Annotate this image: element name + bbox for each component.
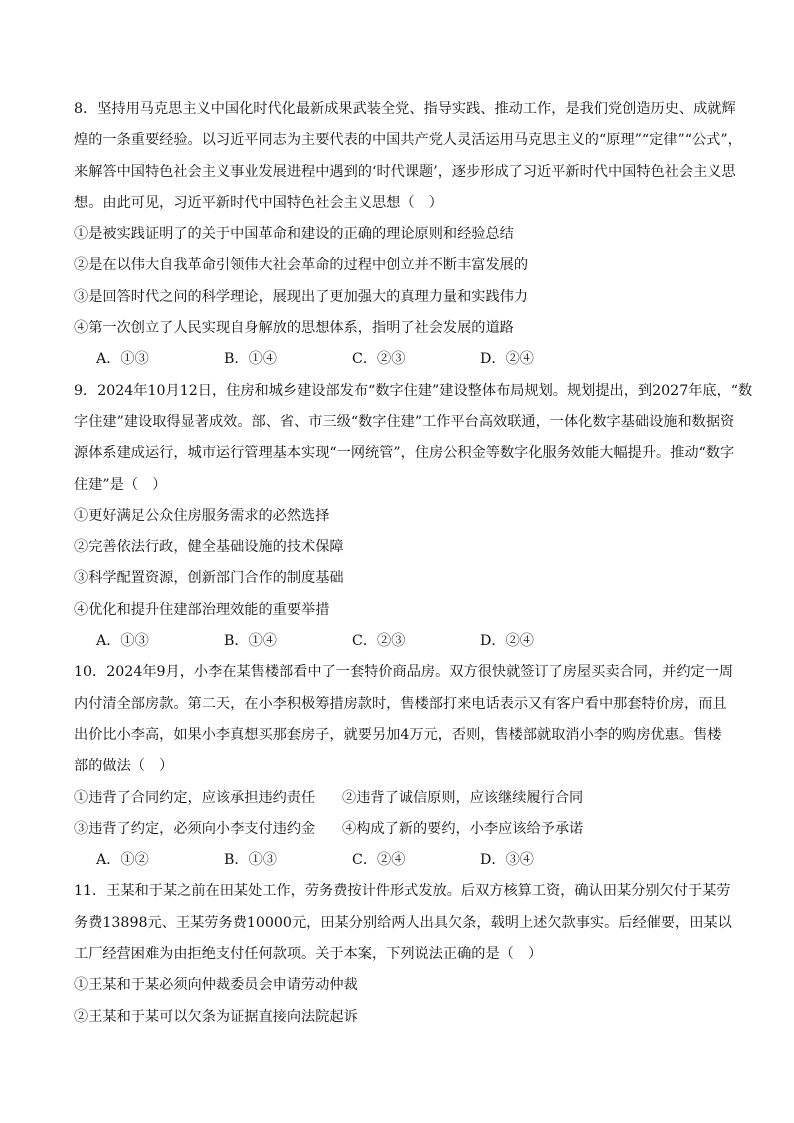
question-10 bbox=[74, 657, 734, 876]
question-stem-line: 来解答中国特色社会主义事业发展进程中遇到的‘时代课题’，逐步形成了习近平新时代中国特色社会主义思 bbox=[74, 163, 736, 180]
question-stem-line: 部的做法（ ） bbox=[74, 758, 174, 775]
option-d: D．②④ bbox=[480, 633, 534, 650]
question-stem-line: 务费13898元、王某劳务费10000元，田某分别给两人出具欠条，载明上述欠款事实。后经催要，田某以 bbox=[74, 914, 732, 931]
statement-4: ④第一次创立了人民实现自身解放的思想体系，指明了社会发展的道路 bbox=[74, 320, 514, 337]
question-stem-line: 出价比小李高，如果小李真想买那套房子，就要另加4万元，否则，售楼部就取消小李的购房优惠。售楼 bbox=[74, 726, 722, 743]
question-stem-line: 工厂经营困难为由拒绝支付任何款项。关于本案，下列说法正确的是（ ） bbox=[74, 946, 543, 963]
statement-3: ③违背了约定，必须向小李支付违约金 bbox=[74, 820, 316, 837]
question-stem-line: 住建”是（ ） bbox=[74, 476, 167, 493]
question-stem-line: 想。由此可见，习近平新时代中国特色社会主义思想（ ） bbox=[74, 194, 443, 211]
statement-row bbox=[74, 814, 734, 845]
question-stem-line: 10．2024年9月，小李在某售楼部看中了一套特价商品房。双方很快就签订了房屋买卖合同，并约定一周 bbox=[74, 664, 734, 681]
option-a: A．①② bbox=[96, 852, 149, 869]
question-stem-line: 9．2024年10月12日，住房和城乡建设部发布“数字住建”建设整体布局规划。规划提出，到2027年底，“数 bbox=[74, 382, 753, 399]
exam-page bbox=[74, 94, 753, 1033]
option-d: D．②④ bbox=[480, 351, 534, 368]
statement-2: ②是在以伟大自我革命引领伟大社会革命的过程中创立并不断丰富发展的 bbox=[74, 257, 529, 274]
statement-3: ③是回答时代之问的科学理论，展现出了更加强大的真理力量和实践伟力 bbox=[74, 288, 529, 305]
question-stem-line: 源体系建成运行，城市运行管理基本实现“一网统管”，住房公积金等数字化服务效能大幅提升。推动“数字 bbox=[74, 445, 735, 462]
question-9 bbox=[74, 376, 753, 658]
question-stem-line: 煌的一条重要经验。以习近平同志为主要代表的中国共产党人灵活运用马克思主义的“原理”“定律”“公式”， bbox=[74, 132, 742, 149]
option-a: A．①③ bbox=[96, 633, 149, 650]
option-b: B．①③ bbox=[224, 852, 277, 869]
option-d: D．③④ bbox=[480, 852, 534, 869]
statement-1: ①更好满足公众住房服务需求的必然选择 bbox=[74, 507, 330, 524]
option-c: C．②③ bbox=[352, 633, 406, 650]
question-8 bbox=[74, 94, 742, 376]
statement-3: ③科学配置资源，创新部门合作的制度基础 bbox=[74, 570, 344, 587]
option-c: C．②③ bbox=[352, 351, 406, 368]
answer-options bbox=[74, 626, 734, 657]
option-b: B．①④ bbox=[224, 351, 277, 368]
statement-2: ②违背了诚信原则，应该继续履行合同 bbox=[342, 789, 584, 806]
statement-1: ①王某和于某必须向仲裁委员会申请劳动仲裁 bbox=[74, 977, 358, 994]
answer-options bbox=[74, 344, 734, 375]
question-stem-line: 内付清全部房款。第二天，在小李积极筹措房款时，售楼部打来电话表示又有客户看中那套特价房，而且 bbox=[74, 695, 727, 712]
statement-4: ④优化和提升住建部治理效能的重要举措 bbox=[74, 601, 330, 618]
option-a: A．①③ bbox=[96, 351, 149, 368]
answer-options bbox=[74, 845, 734, 876]
question-stem-line: 11．王某和于某之前在田某处工作，劳务费按计件形式发放。后双方核算工资，确认田某分别欠付于某劳 bbox=[74, 883, 731, 900]
option-c: C．②④ bbox=[352, 852, 406, 869]
statement-1: ①是被实践证明了的关于中国革命和建设的正确的理论原则和经验总结 bbox=[74, 226, 514, 243]
option-b: B．①④ bbox=[224, 633, 277, 650]
statement-2: ②完善依法行政，健全基础设施的技术保障 bbox=[74, 539, 344, 556]
statement-1: ①违背了合同约定，应该承担违约责任 bbox=[74, 789, 316, 806]
statement-row bbox=[74, 783, 734, 814]
statement-4: ④构成了新的要约，小李应该给予承诺 bbox=[342, 820, 584, 837]
question-stem-line: 8．坚持用马克思主义中国化时代化最新成果武装全党、指导实践、推动工作，是我们党创造历史、成就辉 bbox=[74, 101, 736, 117]
question-11 bbox=[74, 876, 734, 1032]
question-stem-line: 字住建”建设取得显著成效。部、省、市三级“数字住建”工作平台高效联通，一体化数字基础设施和数据资 bbox=[74, 413, 735, 430]
statement-2: ②王某和于某可以欠条为证据直接向法院起诉 bbox=[74, 1008, 358, 1025]
